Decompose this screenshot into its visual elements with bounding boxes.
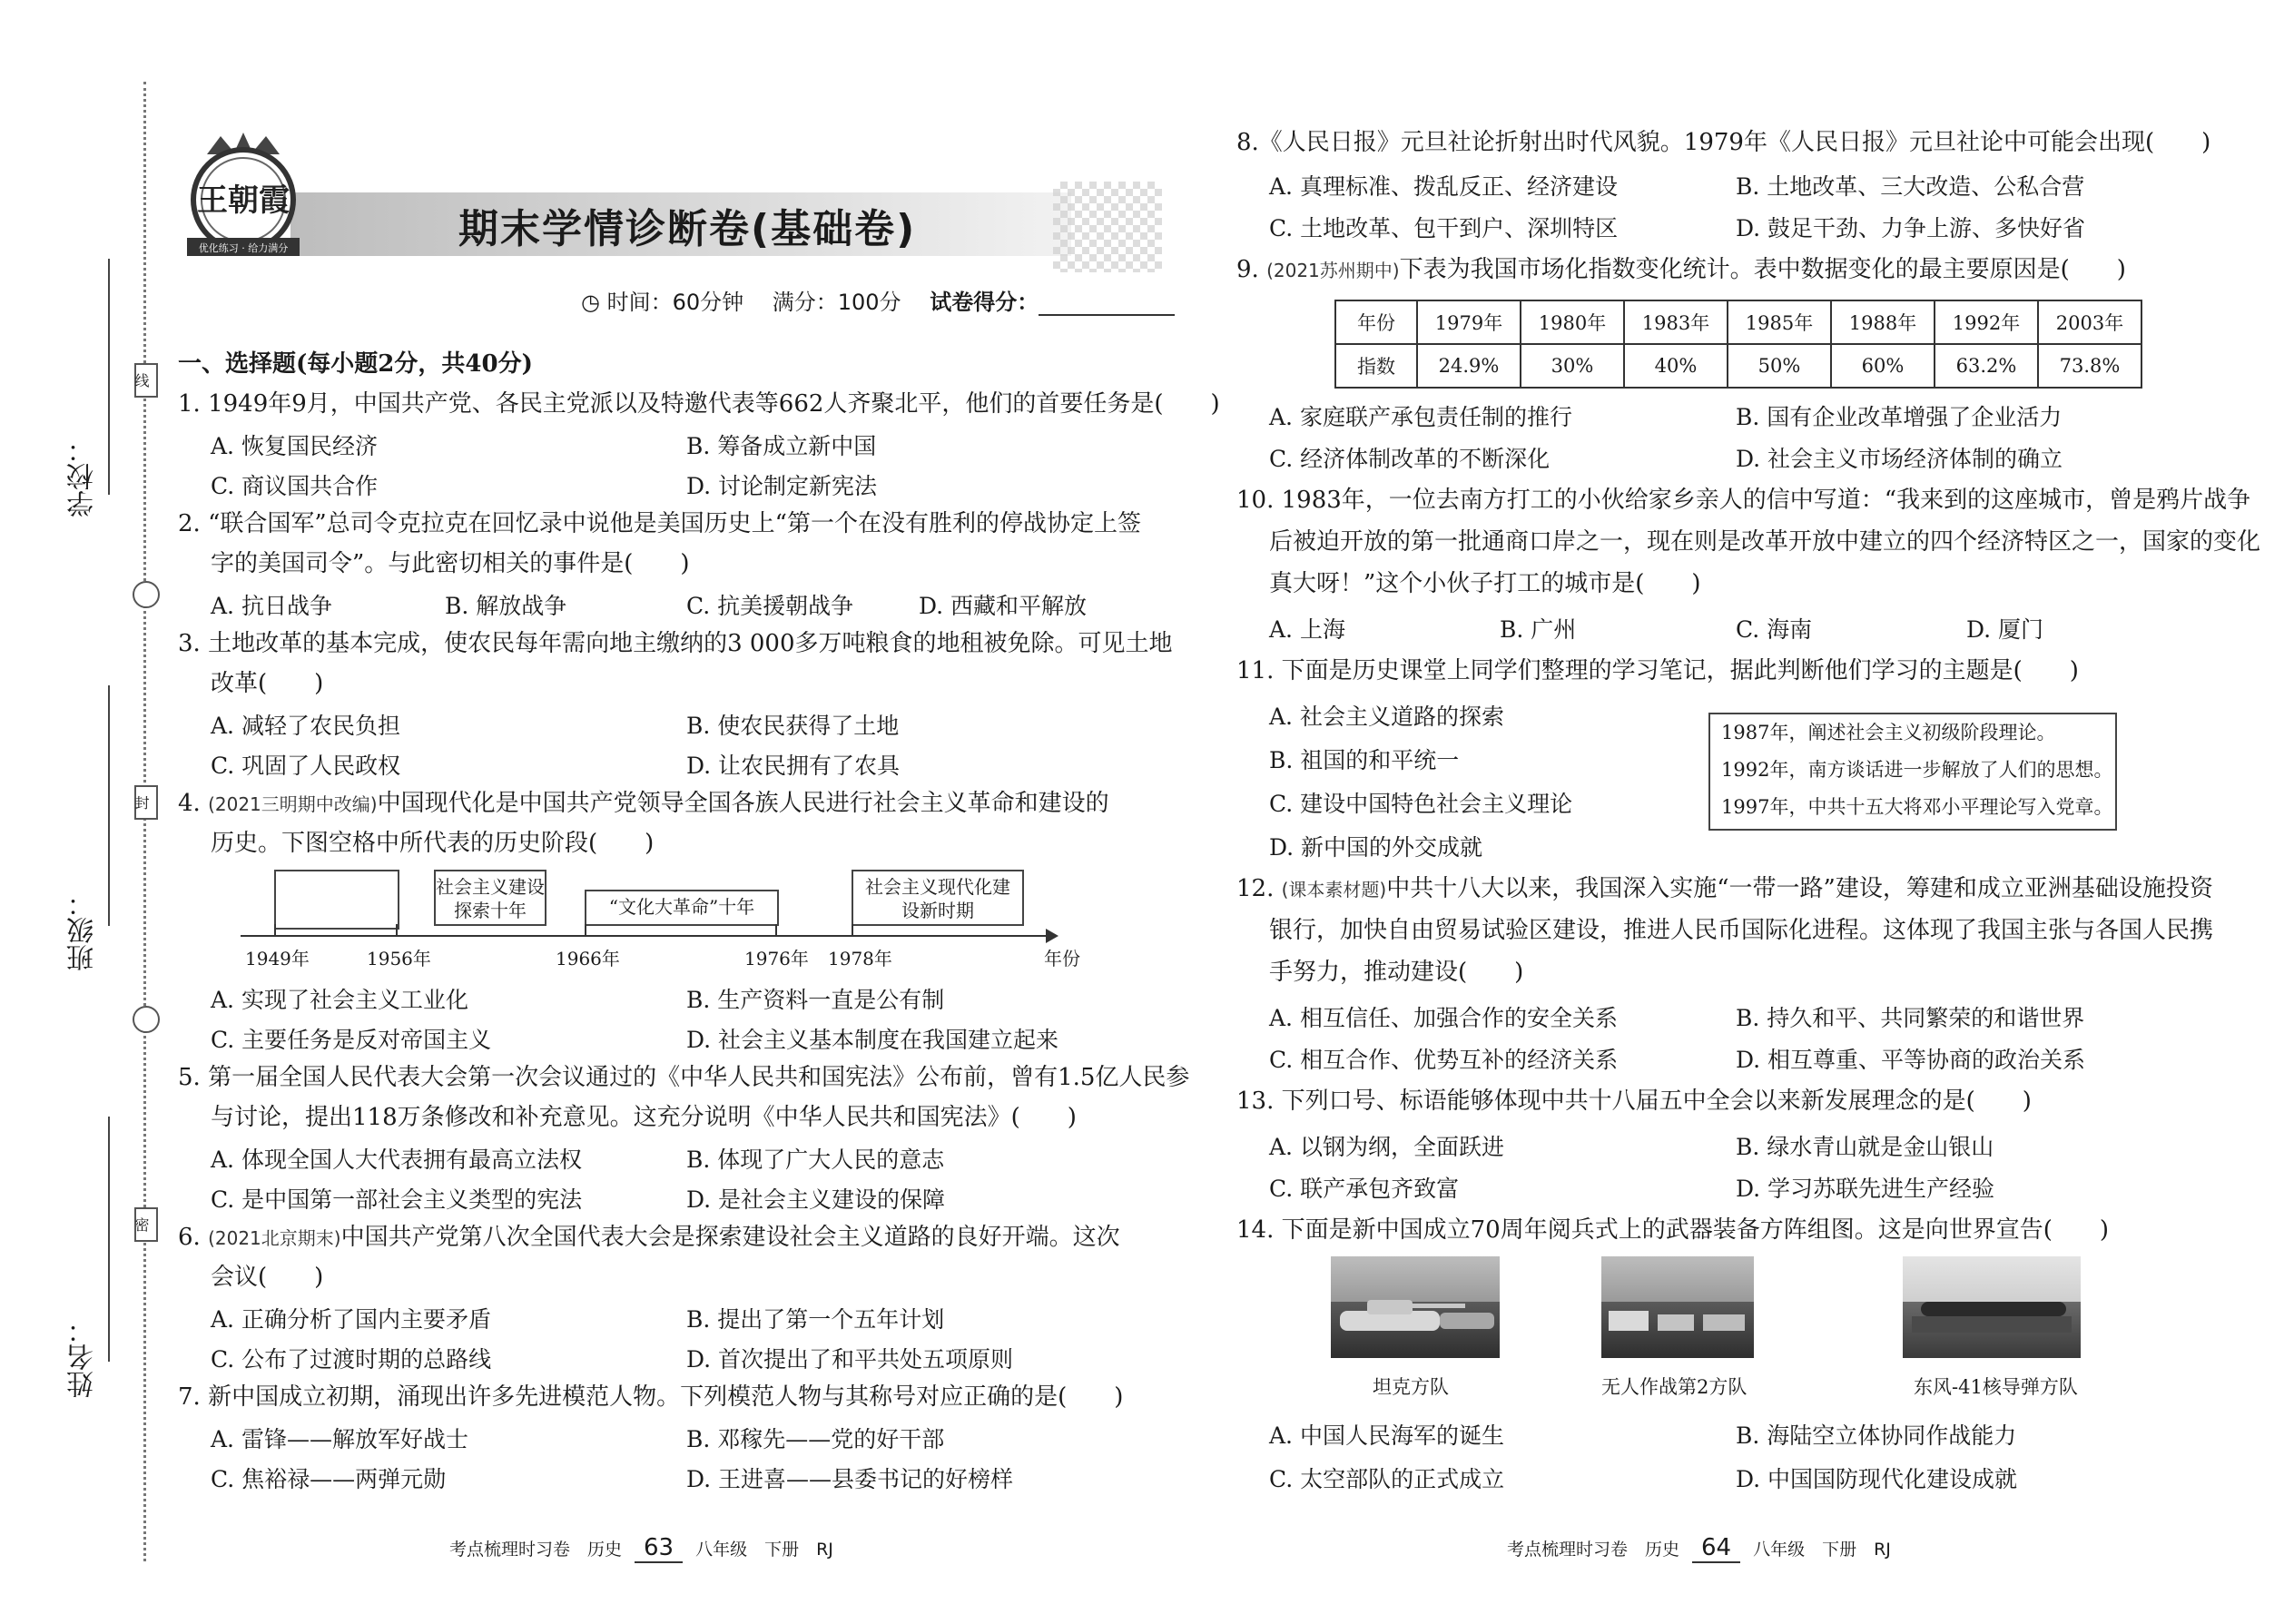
q3-option-d[interactable]: D. 让农民拥有了农具 [686,753,901,779]
note-line: 1987年，阐述社会主义初级阶段理论。 [1721,722,2056,743]
q6-option-a[interactable]: A. 正确分析了国内主要矛盾 [211,1306,491,1333]
name-blank [108,1117,110,1362]
timeline-tick-label: 1956年 [367,948,431,969]
arrow-right-icon [1046,929,1058,943]
q7-option-d[interactable]: D. 王进喜——县委书记的好榜样 [686,1466,1014,1492]
timeline-tick-label: 1978年 [828,948,892,969]
market-index-table [1334,300,2142,389]
question-13-stem: 13. 下列口号、标语能够体现中共十八届五中全会以来新发展理念的是( ) [1236,1088,2032,1115]
q4-option-d[interactable]: D. 社会主义基本制度在我国建立起来 [686,1027,1059,1053]
q7-option-c[interactable]: C. 焦裕禄——两弹元勋 [211,1466,447,1492]
photo-caption: 坦克方队 [1373,1376,1449,1398]
q3-option-a[interactable]: A. 减轻了农民负担 [211,713,400,739]
table-cell: 40% [1624,344,1728,388]
table-cell: 24.9% [1417,344,1521,388]
question-12-stem-cont: 手努力，推动建设( ) [1269,959,1524,986]
q8-option-a[interactable]: A. 真理标准、拨乱反正、经济建设 [1269,173,1618,200]
exam-info [581,284,1175,316]
question-6-stem-cont: 会议( ) [211,1264,324,1291]
q5-option-b[interactable]: B. 体现了广大人民的意志 [686,1147,945,1173]
q4-option-a[interactable]: A. 实现了社会主义工业化 [211,987,468,1013]
q10-option-c[interactable]: C. 海南 [1736,616,1813,643]
knot-icon [133,1006,160,1033]
table-row [1335,344,2141,388]
table-cell: 1992年 [1935,300,2038,344]
question-2-stem: 2. “联合国军”总司令克拉克在回忆录中说他是美国历史上“第一个在没有胜利的停战协定上签 [178,510,1141,537]
q10-option-d[interactable]: D. 厦门 [1966,616,2044,643]
question-3-stem-cont: 改革( ) [211,670,324,697]
drone-photo [1601,1256,1754,1358]
q8-option-b[interactable]: B. 土地改革、三大改造、公私合营 [1736,173,2085,200]
q2-option-c[interactable]: C. 抗美援朝战争 [686,593,854,619]
table-header: 年份 [1335,300,1417,344]
cut-line [143,82,146,1561]
logo-text: 王朝霞 [197,182,290,219]
seal-mark-line: 线 [134,363,158,398]
question-source-tag: (2021三明期中改编) [208,793,378,815]
score-blank[interactable] [1039,294,1175,316]
timeline-box-exploration: 社会主义建设探索十年 [434,870,546,926]
binding-margin [0,0,172,1624]
timeline-tick-label: 1976年 [744,948,809,969]
q14-option-d[interactable]: D. 中国国防现代化建设成就 [1736,1466,2018,1492]
page-title: 期末学情诊断卷(基础卷) [458,206,917,252]
timeline-box-modernization: 社会主义现代化建设新时期 [852,870,1024,926]
question-source-tag: (2021北京期末) [208,1227,341,1249]
q13-option-a[interactable]: A. 以钢为纲，全面跃进 [1269,1134,1504,1160]
q5-option-a[interactable]: A. 体现全国人大代表拥有最高立法权 [211,1147,582,1173]
name-label: 姓名： [67,1316,99,1398]
question-12-stem-cont: 银行，加快自由贸易试验区建设，推进人民币国际化进程。这体现了我国主张与各国人民携 [1269,917,2214,944]
tank-icon [1331,1284,1500,1347]
table-cell: 1985年 [1728,300,1831,344]
question-10-stem-cont: 真大呀！”这个小伙子打工的城市是( ) [1269,570,1701,597]
table-cell: 1980年 [1521,300,1624,344]
q2-option-d[interactable]: D. 西藏和平解放 [919,593,1088,619]
question-4-stem-cont: 历史。下图空格中所代表的历史阶段( ) [211,830,655,857]
question-3-stem: 3. 土地改革的基本完成，使农民每年需向地主缴纳的3 000多万吨粮食的地租被免除。可见土地 [178,630,1173,657]
table-cell: 1983年 [1624,300,1728,344]
q2-option-a[interactable]: A. 抗日战争 [211,593,332,619]
q1-option-c[interactable]: C. 商议国共合作 [211,473,379,499]
question-4-stem: 4. (2021三明期中改编)中国现代化是中国共产党领导全国各族人民进行社会主义革命和建设的 [178,790,1109,817]
page-footer-left: 考点梳理时习卷 历史 63 八年级 下册 RJ [449,1534,833,1561]
q13-option-b[interactable]: B. 绿水青山就是金山银山 [1736,1134,1994,1160]
q9-option-c[interactable]: C. 经济体制改革的不断深化 [1269,446,1551,472]
question-source-tag: (课本素材题) [1281,879,1387,901]
timeline-tick-label: 1966年 [556,948,620,969]
q4-option-c[interactable]: C. 主要任务是反对帝国主义 [211,1027,492,1053]
question-7-stem: 7. 新中国成立初期，涌现出许多先进模范人物。下列模范人物与其称号对应正确的是( ) [178,1383,1124,1411]
truck-icon [1601,1293,1754,1347]
table-cell: 50% [1728,344,1831,388]
note-line: 1992年，南方谈话进一步解放了人们的思想。 [1721,759,2113,781]
q14-option-c[interactable]: C. 太空部队的正式成立 [1269,1466,1505,1492]
school-blank [108,259,110,495]
timeline-blank-box[interactable] [274,870,399,930]
q9-option-b[interactable]: B. 国有企业改革增强了企业活力 [1736,404,2063,430]
question-8-stem: 8.《人民日报》元旦社论折射出时代风貌。1979年《人民日报》元旦社论中可能会出现( ) [1236,129,2211,156]
table-cell: 1979年 [1417,300,1521,344]
q1-option-a[interactable]: A. 恢复国民经济 [211,433,378,459]
q6-option-b[interactable]: B. 提出了第一个五年计划 [686,1306,945,1333]
question-11-stem: 11. 下面是历史课堂上同学们整理的学习笔记，据此判断他们学习的主题是( ) [1236,657,2079,684]
note-line: 1997年，中共十五大将邓小平理论写入党章。 [1721,796,2113,818]
full-score: 满分：100分 [772,290,901,315]
q8-option-c[interactable]: C. 土地改革、包干到户、深圳特区 [1269,215,1619,241]
photo-caption: 无人作战第2方队 [1601,1376,1748,1398]
question-9-stem: 9. (2021苏州期中)下表为我国市场化指数变化统计。表中数据变化的最主要原因是( ) [1236,256,2126,283]
q13-option-d[interactable]: D. 学习苏联先进生产经验 [1736,1176,1995,1202]
table-cell: 73.8% [2038,344,2141,388]
q11-option-c[interactable]: C. 建设中国特色社会主义理论 [1269,791,1573,817]
question-2-stem-cont: 字的美国司令”。与此密切相关的事件是( ) [211,550,690,577]
q1-option-d[interactable]: D. 讨论制定新宪法 [686,473,878,499]
q3-option-b[interactable]: B. 使农民获得了土地 [686,713,900,739]
q11-option-d[interactable]: D. 新中国的外交成就 [1269,834,1483,861]
question-1-stem: 1. 1949年9月，中国共产党、各民主党派以及特邀代表等662人齐聚北平，他们的首要任务是( ) [178,390,1220,418]
score-label: 试卷得分： [930,290,1039,315]
table-row [1335,300,2141,344]
q5-option-d[interactable]: D. 是社会主义建设的保障 [686,1186,946,1213]
q11-option-a[interactable]: A. 社会主义道路的探索 [1269,704,1504,730]
knot-icon [133,581,160,608]
page-number: 64 [1692,1534,1740,1563]
q1-option-b[interactable]: B. 筹备成立新中国 [686,433,877,459]
school-label: 学校： [67,436,99,517]
study-notes-box [1708,713,2117,831]
q12-option-c[interactable]: C. 相互合作、优势互补的经济关系 [1269,1047,1619,1073]
q9-option-a[interactable]: A. 家庭联产承包责任制的推行 [1269,404,1572,430]
q6-option-c[interactable]: C. 公布了过渡时期的总路线 [211,1346,492,1373]
logo-ribbon-text: 优化练习 · 给力满分 [198,242,289,254]
table-header: 指数 [1335,344,1417,388]
q10-option-a[interactable]: A. 上海 [1269,616,1345,643]
table-cell: 2003年 [2038,300,2141,344]
q6-option-d[interactable]: D. 首次提出了和平共处五项原则 [686,1346,1014,1373]
question-5-stem-cont: 与讨论，提出118万条修改和补充意见。这充分说明《中华人民共和国宪法》( ) [211,1104,1077,1131]
q10-option-b[interactable]: B. 广州 [1500,616,1577,643]
photo-caption: 东风-41核导弹方队 [1914,1376,2078,1398]
timeline-box-cultural-revolution: “文化大革命”十年 [585,890,779,926]
q3-option-c[interactable]: C. 巩固了人民政权 [211,753,401,779]
table-cell: 63.2% [1935,344,2038,388]
page-footer-right: 考点梳理时习卷 历史 64 八年级 下册 RJ [1507,1534,1891,1561]
q14-option-a[interactable]: A. 中国人民海军的诞生 [1269,1422,1504,1449]
timeline-axis-label: 年份 [1044,948,1080,969]
question-12-stem: 12. (课本素材题)中共十八大以来，我国深入实施“一带一路”建设，筹建和成立亚洲基础设施投资 [1236,875,2213,902]
question-6-stem: 6. (2021北京期末)中国共产党第八次全国代表大会是探索建设社会主义道路的良好开端。这次 [178,1224,1120,1251]
class-label: 班级： [67,890,99,971]
q13-option-c[interactable]: C. 联产承包齐致富 [1269,1176,1460,1202]
table-cell: 30% [1521,344,1624,388]
question-source-tag: (2021苏州期中) [1266,260,1400,281]
q12-option-a[interactable]: A. 相互信任、加强合作的安全关系 [1269,1005,1618,1031]
section-heading: 一、选择题(每小题2分，共40分) [178,350,533,378]
table-cell: 1988年 [1831,300,1935,344]
timeline-tick-label: 1949年 [245,948,310,969]
tank-photo [1331,1256,1500,1358]
missile-icon [1903,1275,2081,1347]
q7-option-b[interactable]: B. 邓稼先——党的好干部 [686,1426,945,1452]
q7-option-a[interactable]: A. 雷锋——解放军好战士 [211,1426,468,1452]
seal-mark-secret: 密 [134,1207,158,1242]
question-5-stem: 5. 第一届全国人民代表大会第一次会议通过的《中华人民共和国宪法》公布前，曾有1.5亿人民参 [178,1064,1190,1091]
q14-option-b[interactable]: B. 海陆空立体协同作战能力 [1736,1422,2017,1449]
question-10-stem: 10. 1983年，一位去南方打工的小伙给家乡亲人的信中写道：“我来到的这座城市，曾是鸦片战争 [1236,487,2251,514]
missile-photo [1903,1256,2081,1358]
class-blank [108,685,110,926]
q2-option-b[interactable]: B. 解放战争 [445,593,567,619]
seal-mark-seal: 封 [134,785,158,820]
checker-decoration [1053,182,1162,272]
question-14-stem: 14. 下面是新中国成立70周年阅兵式上的武器装备方阵组图。这是向世界宣告( ) [1236,1216,2109,1244]
table-cell: 60% [1831,344,1935,388]
q12-option-b[interactable]: B. 持久和平、共同繁荣的和谐世界 [1736,1005,2085,1031]
q11-option-b[interactable]: B. 祖国的和平统一 [1269,747,1460,773]
q4-option-b[interactable]: B. 生产资料一直是公有制 [686,987,945,1013]
timeline-axis [241,935,1049,937]
question-10-stem-cont: 后被迫开放的第一批通商口岸之一，现在则是改革开放中建立的四个经济特区之一，国家的变化 [1269,528,2261,556]
q5-option-c[interactable]: C. 是中国第一部社会主义类型的宪法 [211,1186,583,1213]
time-limit: ◷ 时间：60分钟 [581,290,744,315]
page-number: 63 [635,1534,683,1563]
q9-option-d[interactable]: D. 社会主义市场经济体制的确立 [1736,446,2063,472]
brand-logo-icon [180,127,307,263]
q12-option-d[interactable]: D. 相互尊重、平等协商的政治关系 [1736,1047,2086,1073]
q8-option-d[interactable]: D. 鼓足干劲、力争上游、多快好省 [1736,215,2086,241]
